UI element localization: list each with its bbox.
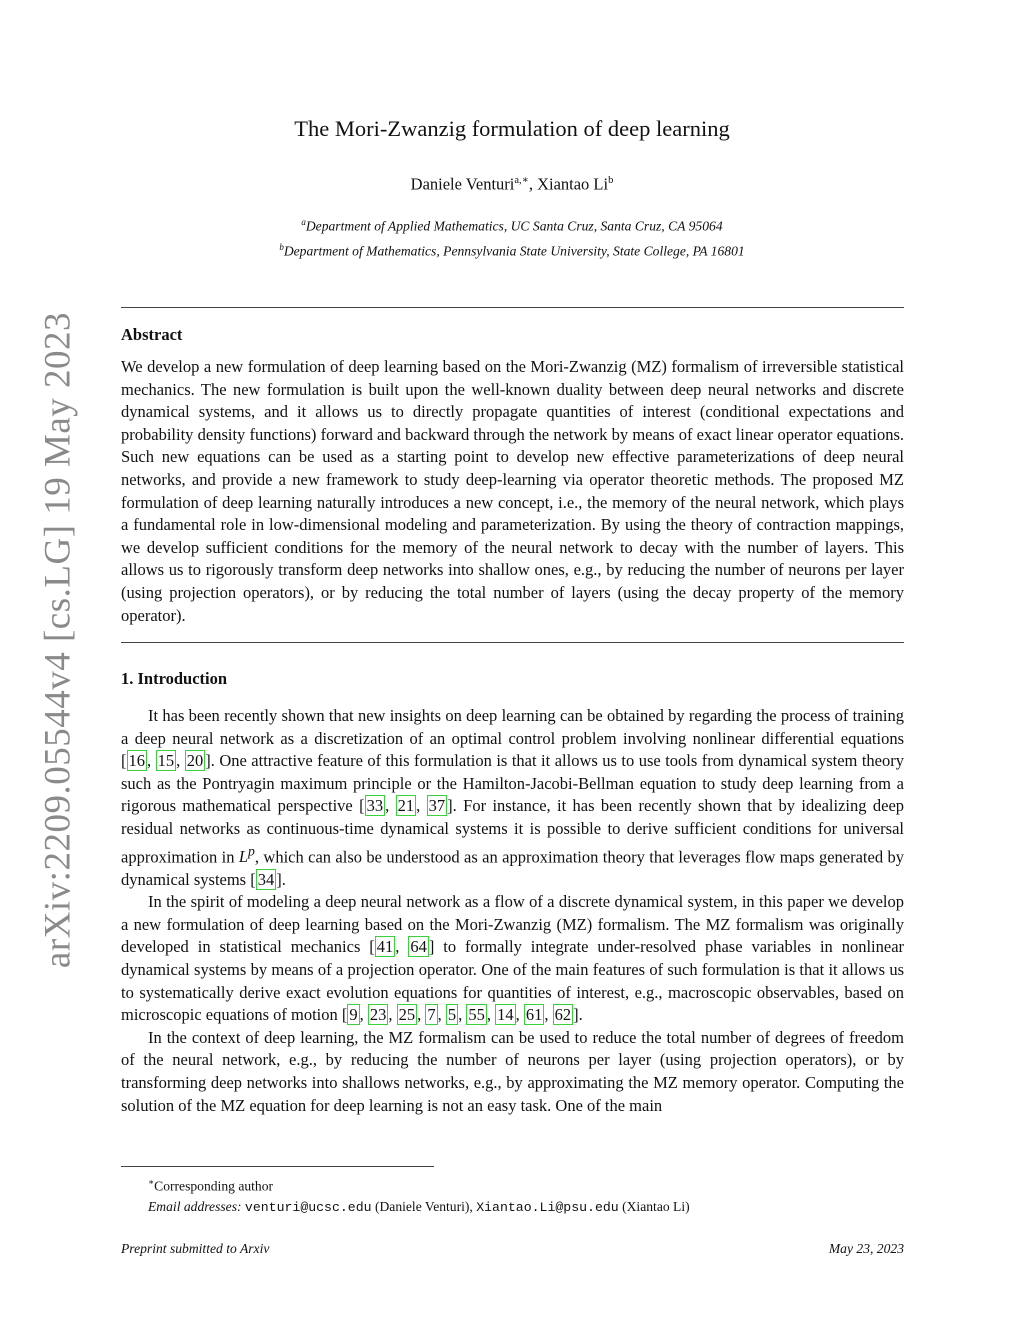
paragraph: It has been recently shown that new insights on deep learning can be obtained by regarding the process of training a deep neural network as a discretization of an optimal control problem involving nonlinear differential equations [ 16 , 15 , 20 ]. One attractive feature of this formulation is that it allows us to use tools from dynamical system theory such as the Pontryagin maximum principle or the Hamilton-Jacobi-Bellman equation to study deep learning from a rigorous mathematical perspective [ 33 , 21 , 37 ]. For instance, it has been recently shown that by idealizing deep residual networks as continuous-time dynamical systems it is possible to derive sufficient conditions for universal approximation in $L^p$, which can also be understood as an approximation theory that leverages flow maps generated by dynamical systems [ 34 ]. (121, 706, 905, 889)
introduction-body (121, 705, 904, 1117)
citation-link[interactable]: 25 (398, 1005, 416, 1025)
text-run: ]. One attractive feature of this formulation is that it allows us to use tools from dynamical system theory such as the Pontryagin maximum principle or the Hamilton-Jacobi-Bellman equation to study deep learning from a rigorous mathematical perspective [ (121, 751, 904, 816)
text-run: ]. (276, 869, 286, 889)
author-affiliation-mark: a,∗ (514, 175, 529, 186)
affiliations (0, 212, 1024, 261)
citation-list: 9 , 23 , 25 , 7 , 5 , 55 , 14 , 61 , 62 (349, 1005, 572, 1025)
footnote-rule (121, 1166, 434, 1167)
citation-link[interactable]: 21 (397, 796, 415, 816)
footnote-corresponding (121, 1172, 904, 1197)
abstract-heading: Abstract (121, 325, 183, 344)
footer-submission-note: Preprint submitted to Arxiv (121, 1241, 270, 1256)
citation-link[interactable]: 37 (428, 796, 446, 816)
email-link[interactable]: venturi@ucsc.edu (244, 1199, 372, 1215)
text-run: In the spirit of modeling a deep neural network as a flow of a discrete dynamical system, in this paper we develop a new formulation of deep learning based on the Mori-Zwanzig (MZ) formalism. The MZ formalism was originally developed in statistical mechanics [ (121, 892, 904, 957)
citation-link[interactable]: 14 (497, 1005, 514, 1025)
affiliation-mark: b (279, 241, 284, 252)
paragraph: In the context of deep learning, the MZ formalism can be used to reduce the total number of degrees of freedom of the neural network, e.g., by reducing the number of neurons per layer (using projection operators), or by transforming deep networks into shallows networks, e.g., by approximating the MZ memory operator. Computing the solution of the MZ equation for deep learning is not an easy task. One of the main (121, 1027, 904, 1115)
affiliation-text: Department of Mathematics, Pennsylvania State University, State College, PA 16801 (283, 243, 745, 259)
email-owner: (Daniele Venturi), (371, 1198, 477, 1214)
text-run: , which can also be understood as an approximation theory that leverages flow maps generated by dynamical systems [ (121, 847, 904, 889)
affiliation-mark: a (301, 217, 306, 227)
citation-link[interactable]: 5 (447, 1005, 457, 1025)
text-run: It has been recently shown that new insights on deep learning can be obtained by regarding the process of training a deep neural network as a discretization of an optimal control problem involving nonlinear differential equations [ (121, 706, 904, 771)
author-list (0, 174, 1024, 195)
paragraph: In the spirit of modeling a deep neural network as a flow of a discrete dynamical system, in this paper we develop a new formulation of deep learning based on the Mori-Zwanzig (MZ) formalism. The MZ formalism was originally developed in statistical mechanics [ 41 , 64 ] to formally integrate under-resolved phase variables in nonlinear dynamical systems by means of a projection operator. One of the main features of such formulation is that it allows us to systematically derive exact evolution equations for quantities of interest, e.g., macroscopic observables, based on microscopic equations of motion [ 9 , 23 , 25 , 7 , 5 , 55 , 14 , 61 , 62 ]. (121, 892, 905, 1025)
section-heading-introduction: 1. Introduction (121, 669, 228, 688)
author-separator: , (528, 174, 538, 194)
footnote-mark: ∗ (148, 1177, 155, 1187)
affiliation-line (0, 237, 1024, 262)
citation-link[interactable]: 33 (366, 796, 384, 816)
affiliation-text: Department of Applied Mathematics, UC Santa Cruz, Santa Cruz, CA 95064 (305, 218, 723, 234)
author-affiliation-mark: b (608, 175, 614, 186)
citation-link[interactable]: 7 (427, 1005, 436, 1025)
citation-link[interactable]: 20 (186, 751, 204, 771)
footnote-emails (121, 1197, 904, 1218)
text-run: ]. For instance, it has been recently shown that by idealizing deep residual networks as continuous-time dynamical systems it is possible to derive sufficient conditions for universal approximation in (121, 796, 905, 867)
citation-link[interactable]: 9 (349, 1005, 358, 1025)
email-owner: (Xiantao Li) (618, 1198, 690, 1214)
footnote (121, 1172, 904, 1218)
citation-link[interactable]: 62 (554, 1005, 572, 1025)
author-name: Daniele Venturi (410, 174, 515, 194)
text-run: ] to formally integrate under-resolved phase variables in nonlinear dynamical systems by means of a projection operator. One of the main features of such formulation is that it allows us to systematically derive exact evolution equations for quantities of interest, e.g., macroscopic observables, based on microscopic equations of motion [ (121, 937, 905, 1025)
abstract-body: We develop a new formulation of deep learning based on the Mori-Zwanzig (MZ) formalism of irreversible statistical mechanics. The new formulation is built upon the well-known duality between deep neural networks and discrete dynamical systems, and it allows us to directly propagate quantities of interest (conditional expectations and probability density functions) forward and backward through the network by means of exact linear operator equations. Such new equations can be used as a starting point to develop new effective parameterizations of deep neural networks, and provide a new framework to study deep-learning via operator theoretic methods. The proposed MZ formulation of deep learning naturally introduces a new concept, i.e., the memory of the neural network, which plays a fundamental role in low-dimensional modeling and parameterization. By using the theory of contraction mappings, we develop sufficient conditions for the memory of the neural network to decay with the number of layers. This allows us to rigorously transform deep networks into shallow ones, e.g., by reducing the number of neurons per layer (using projection operators), or by reducing the total number of layers (using the decay property of the memory operator). (121, 357, 904, 625)
math-symbol: $L^p$ (238, 843, 255, 867)
citation-link[interactable]: 23 (369, 1005, 387, 1025)
arxiv-identifier-stamp: arXiv:2209.05544v4 [cs.LG] 19 May 2023 (37, 311, 79, 969)
citation-link[interactable]: 61 (525, 1005, 543, 1025)
email-label: Email addresses: (148, 1198, 245, 1214)
abstract-bottom-rule (121, 642, 904, 643)
affiliation-line (0, 212, 1024, 237)
citation-link[interactable]: 34 (257, 869, 275, 889)
footnote-text: Corresponding author (154, 1178, 274, 1194)
abstract-top-rule (121, 307, 904, 308)
footer-date: May 23, 2023 (828, 1241, 904, 1256)
citation-link[interactable]: 16 (128, 751, 145, 771)
paper-title: The Mori-Zwanzig formulation of deep learning (294, 116, 730, 141)
citation-link[interactable]: 41 (376, 937, 394, 957)
citation-link[interactable]: 15 (157, 751, 175, 771)
author-name: Xiantao Li (537, 174, 609, 194)
citation-link[interactable]: 64 (410, 937, 427, 957)
citation-link[interactable]: 55 (468, 1005, 485, 1025)
email-link[interactable]: Xiantao.Li@psu.edu (476, 1199, 619, 1215)
text-run: ]. (573, 1005, 583, 1025)
